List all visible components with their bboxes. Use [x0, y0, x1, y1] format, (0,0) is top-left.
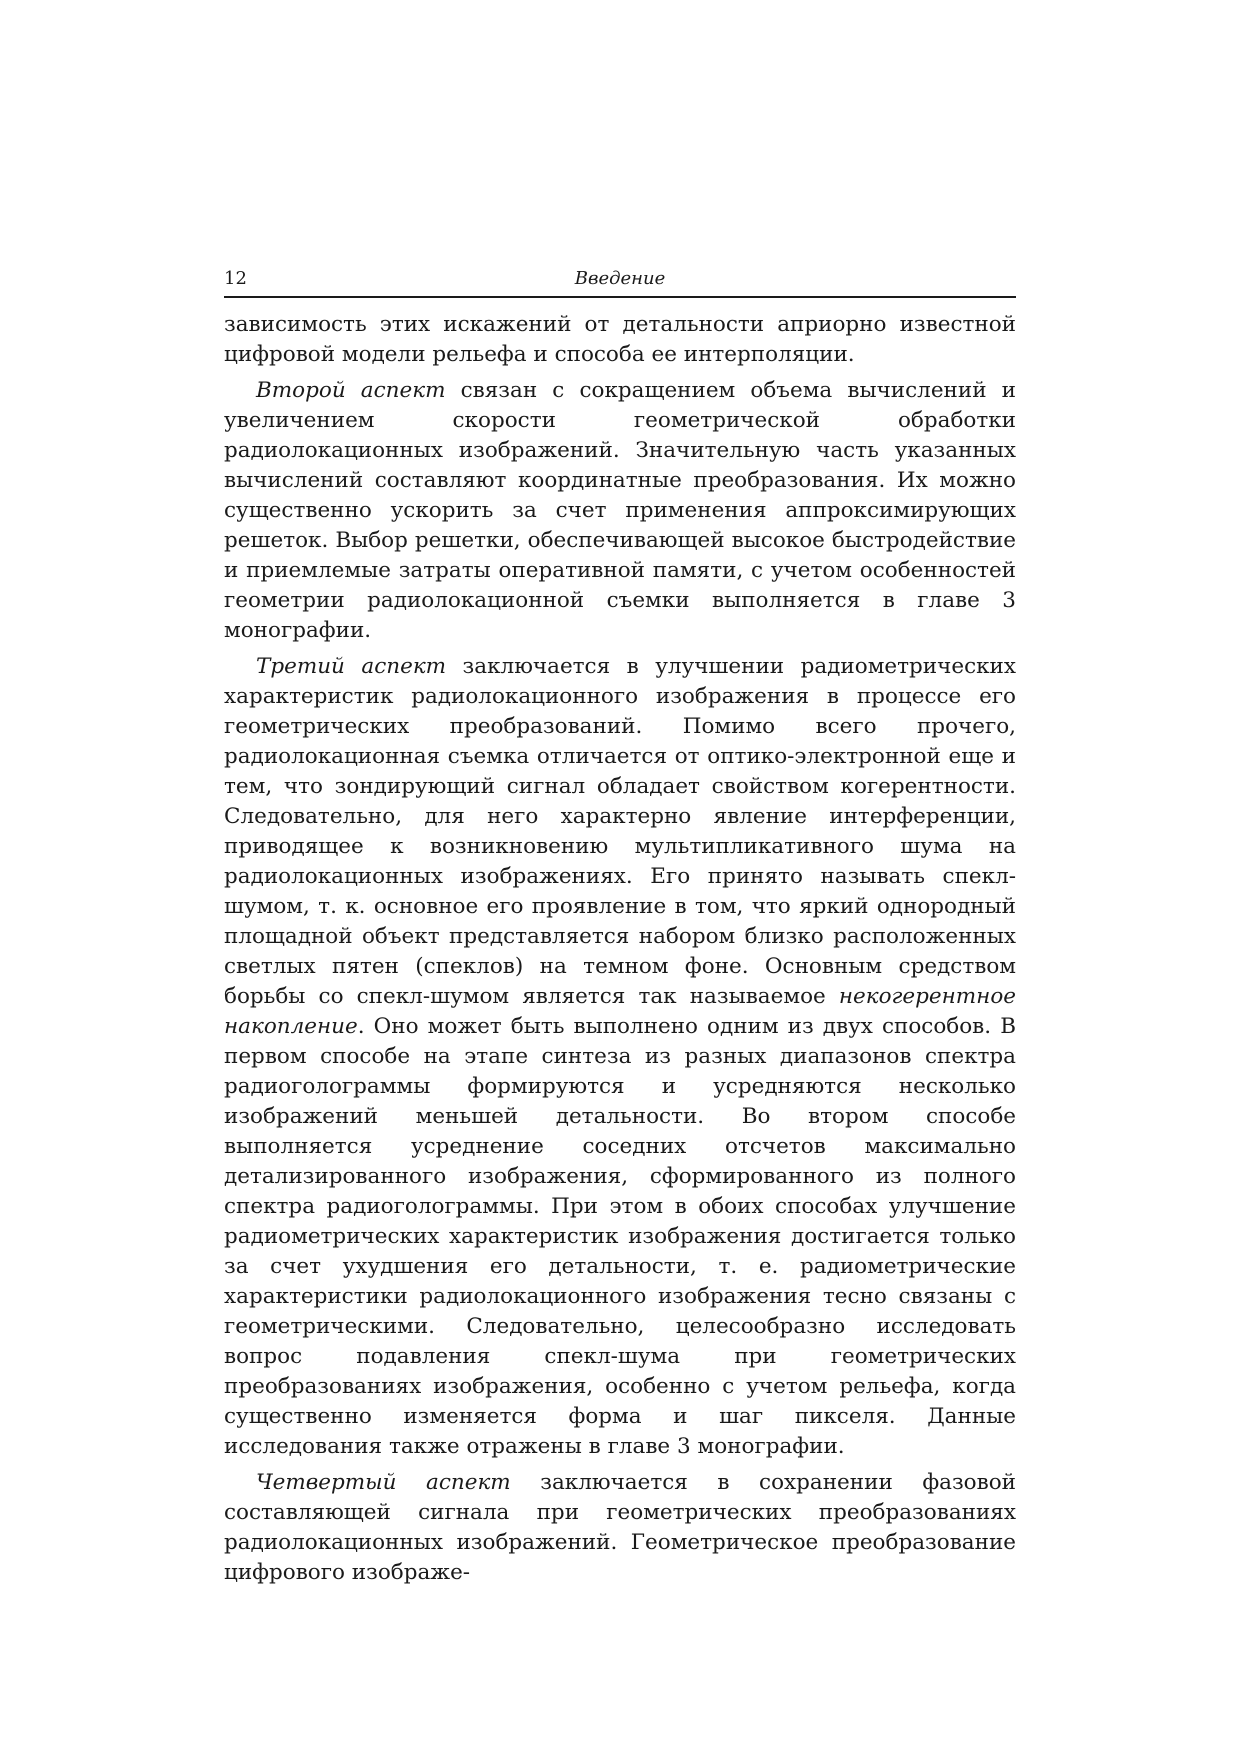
paragraph-lead-term: Четвертый аспект: [256, 1470, 511, 1495]
text-body: [224, 310, 1016, 1588]
paragraph-second-aspect: [224, 376, 1016, 646]
paragraph-text: заключается в сохранении фазовой составляющей сигнала при геометрических преобразованиях радиолокационных изображений. Геометрическое преобразование цифрового изображе-: [224, 1470, 1017, 1585]
paragraph-lead-term: Второй аспект: [256, 378, 446, 403]
paragraph-text: связан с сокращением объема вычислений и увеличением скорости геометрической обработки радиолокационных изображений. Значительную часть указанных вычислений составляют координатные преобразования. Их можно существенно ускорить за счет применения аппроксимирующих решеток. Выбор решетки, обеспечивающей высокое быстродействие и приемлемые затраты оперативной памяти, с учетом особенностей геометрии радиолокационной съемки выполняется в главе 3 монографии.: [224, 378, 1016, 643]
emphasized-term: некогерентное накопление: [224, 984, 1016, 1039]
paragraph-text: . Оно может быть выполнено одним из двух способов. В первом способе на этапе синтеза из разных диапазонов спектра радиоголограммы формируются и усредняются несколько изображений меньшей детальности. Во втором способе выполняется усреднение соседних отсчетов максимально детализированного изображения, сформированного из полного спектра радиоголограммы. При этом в обоих способах улучшение радиометрических характеристик изображения достигается только за счет ухудшения его детальности, т. е. радиометрические характеристики радиолокационного изображения тесно связаны с геометрическими. Следовательно, целесообразно исследовать вопрос подавления спекл-шума при геометрических преобразованиях изображения, особенно с учетом рельефа, когда существенно изменяется форма и шаг пикселя. Данные исследования также отражены в главе 3 монографии.: [224, 1014, 1016, 1459]
paragraph-text: зависимость этих искажений от детальности априорно известной цифровой модели рельефа и способа ее интерполяции.: [224, 312, 1016, 367]
paragraph-lead-term: Третий аспект: [256, 654, 447, 679]
running-title: Введение: [574, 268, 666, 289]
page-number: 12: [224, 268, 247, 289]
page-header: [224, 266, 1016, 298]
paragraph-continuation: [224, 310, 1016, 370]
paragraph-fourth-aspect: [224, 1468, 1016, 1588]
paragraph-third-aspect: [224, 652, 1016, 1462]
paragraph-text: заключается в улучшении радиометрических характеристик радиолокационного изображения в процессе его геометрических преобразований. Помимо всего прочего, радиолокационная съемка отличается от оптико-электронной еще и тем, что зондирующий сигнал обладает свойством когерентности. Следовательно, для него характерно явление интерференции, приводящее к возникновению мультипликативного шума на радиолокационных изображениях. Его принято называть спекл-шумом, т. к. основное его проявление в том, что яркий однородный площадной объект представляется набором близко расположенных светлых пятен (спеклов) на темном фоне. Основным средством борьбы со спекл-шумом является так называемое: [224, 654, 1017, 1009]
